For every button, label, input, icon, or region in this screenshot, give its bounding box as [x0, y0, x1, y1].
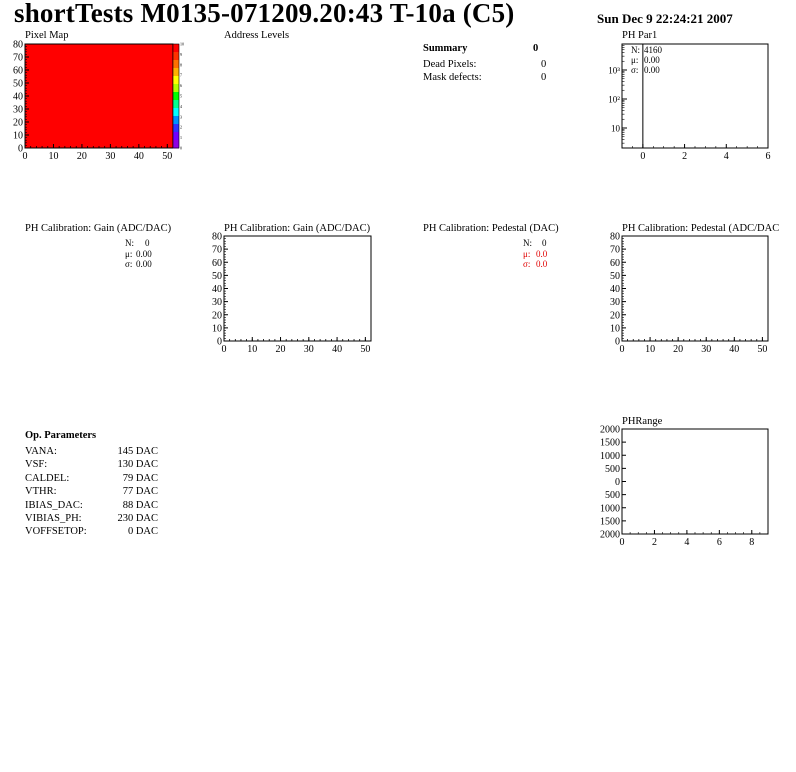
gain-map-y-tick-label: 0 [217, 336, 222, 348]
op-param-label: VTHR: [25, 486, 57, 498]
gain-map-x-tick-label: 50 [360, 344, 371, 355]
ph-range-y-tick-label: 2000 [600, 529, 620, 541]
pixel-map-x-tick-label: 0 [22, 151, 28, 162]
op-param-label: IBIAS_DAC: [25, 499, 83, 511]
colorbar-segment [173, 140, 179, 149]
colorbar-segment [173, 116, 179, 125]
pixel-map-x-tick-label: 40 [133, 151, 144, 162]
pedestal-map-x-tick-label: 40 [729, 344, 740, 355]
op-param-value: 77 DAC [122, 486, 158, 498]
op-param-label: VOFFSETOP: [25, 526, 87, 538]
colorbar-tick-label: 9 [180, 51, 182, 57]
pedestal-map-y-tick-label: 40 [610, 284, 620, 295]
pedestal-map-y-tick-label: 30 [610, 297, 620, 309]
colorbar-segment [173, 44, 179, 53]
op-param-label: VIBIAS_PH: [25, 513, 82, 524]
timestamp: Sun Dec 9 22:24:21 2007 [597, 11, 733, 26]
ph-range-y-tick-label: 0 [615, 477, 620, 488]
colorbar-segment [173, 68, 179, 77]
gain-map-y-tick-label: 40 [212, 284, 222, 295]
ph-range-y-tick-label: 2000 [600, 424, 620, 436]
ph-range-x-tick-label: 4 [684, 537, 690, 548]
ph-range-frame [622, 429, 768, 534]
op-param-label: CALDEL: [25, 472, 70, 484]
ph-range-y-tick-label: 500 [605, 490, 620, 502]
pixel-map-y-tick-label: 50 [13, 78, 23, 90]
ph-range-x-tick-label: 8 [749, 537, 755, 548]
op-param-value: 130 DAC [117, 459, 158, 471]
pedestal-map-y-tick-label: 80 [610, 231, 620, 243]
pedestal-map-frame [622, 236, 768, 341]
gain-map-y-tick-label: 70 [212, 244, 222, 256]
gain-map-y-tick-label: 30 [212, 297, 222, 309]
ph-range-x-tick-label: 6 [716, 537, 722, 548]
op-param-value: 145 DAC [117, 446, 158, 457]
colorbar-segment [173, 92, 179, 101]
gain-map-y-tick-label: 10 [212, 323, 222, 335]
colorbar-segment [173, 124, 179, 133]
pixel-map-y-tick-label: 70 [13, 52, 23, 64]
pedestal-map-y-tick-label: 0 [615, 336, 620, 348]
pedestal-map-title: PH Calibration: Pedestal (ADC/DAC [622, 223, 780, 234]
ph-par1-frame [622, 44, 768, 148]
gain-map-y-tick-label: 60 [212, 257, 222, 269]
ph-par1-y-tick-label: 10³ [608, 65, 620, 76]
gain-stat-sigma-value: 0.00 [136, 259, 152, 269]
pedestal-map-x-tick-label: 20 [673, 344, 684, 355]
page-title: shortTests M0135-071209.20:43 T-10a (C5) [14, 0, 515, 28]
mask-defects-label: Mask defects: [423, 72, 482, 83]
ph-par1-stat-n-label: N: [631, 45, 640, 55]
op-param-value: 88 DAC [122, 499, 158, 511]
colorbar-segment [173, 60, 179, 69]
pedestal-stat-n-value: 0 [542, 238, 547, 248]
gain-stats-title: PH Calibration: Gain (ADC/DAC) [25, 223, 172, 234]
op-param-label: VANA: [25, 446, 57, 457]
colorbar-tick-label: 3 [180, 114, 182, 120]
gain-map-frame [224, 236, 371, 341]
pedestal-map-y-tick-label: 20 [610, 310, 620, 322]
ph-par1-x-tick-label: 4 [723, 151, 729, 162]
ph-range-x-tick-label: 2 [651, 537, 657, 548]
summary-title: Summary [423, 43, 468, 54]
pedestal-stat-sigma-label: σ: [523, 259, 531, 269]
pixel-map-y-tick-label: 20 [13, 117, 23, 129]
mask-defects-value: 0 [541, 72, 547, 83]
ph-par1-x-tick-label: 6 [765, 151, 771, 162]
ph-range-title: PHRange [622, 416, 663, 427]
colorbar-segment [173, 100, 179, 109]
pedestal-map-x-tick-label: 50 [757, 344, 768, 355]
ph-par1-y-tick-label: 10² [608, 94, 620, 105]
colorbar-tick-label: 10 [180, 41, 184, 47]
ph-par1-stat-mean-value: 0.00 [644, 55, 660, 65]
pedestal-stat-n-label: N: [523, 238, 532, 248]
op-params-title: Op. Parameters [25, 430, 97, 441]
address-levels-title: Address Levels [224, 30, 290, 41]
gain-map-title: PH Calibration: Gain (ADC/DAC) [224, 223, 371, 234]
pedestal-stats-title: PH Calibration: Pedestal (DAC) [423, 223, 559, 234]
gain-map-y-tick-label: 80 [212, 231, 222, 243]
colorbar-tick-label: 4 [180, 103, 182, 109]
ph-par1-stat-sigma-label: σ: [631, 65, 639, 75]
ph-par1-stat-mean-label: μ: [631, 55, 639, 65]
pedestal-map-y-tick-label: 70 [610, 244, 620, 256]
gain-map-x-tick-label: 30 [303, 344, 314, 355]
colorbar-segment [173, 52, 179, 61]
dead-pixels-label: Dead Pixels: [423, 59, 477, 70]
ph-par1-x-tick-label: 2 [682, 151, 688, 162]
gain-stat-sigma-label: σ: [125, 259, 133, 269]
ph-range-y-tick-label: 1500 [600, 437, 620, 449]
pedestal-stat-mean-value: 0.0 [536, 249, 548, 259]
ph-range-y-tick-label: 500 [605, 463, 620, 475]
ph-range-y-tick-label: 1000 [600, 450, 620, 462]
pixel-map-y-tick-label: 60 [13, 65, 23, 77]
ph-range-x-tick-label: 0 [619, 537, 625, 548]
ph-par1-stat-n-value: 4160 [644, 45, 662, 55]
colorbar-tick-label: 0 [180, 145, 182, 151]
ph-par1-x-tick-label: 0 [640, 151, 646, 162]
gain-stat-n-value: 0 [145, 238, 150, 248]
ph-par1-title: PH Par1 [622, 30, 658, 41]
op-param-value: 79 DAC [122, 472, 158, 484]
colorbar-segment [173, 108, 179, 117]
gain-map-x-tick-label: 10 [247, 344, 258, 355]
colorbar-segment [173, 76, 179, 85]
colorbar-tick-label: 5 [180, 93, 182, 99]
pixel-map-y-tick-label: 80 [13, 39, 23, 51]
gain-stat-mean-value: 0.00 [136, 249, 152, 259]
pedestal-stat-sigma-value: 0.0 [536, 259, 548, 269]
pedestal-map-x-tick-label: 30 [701, 344, 712, 355]
pedestal-map-y-tick-label: 10 [610, 323, 620, 335]
ph-range-y-tick-label: 1000 [600, 503, 620, 515]
colorbar-segment [173, 132, 179, 141]
colorbar-tick-label: 7 [180, 72, 182, 78]
op-param-value: 0 DAC [127, 526, 158, 538]
ph-range-y-tick-label: 1500 [600, 516, 620, 528]
pixel-map-y-tick-label: 40 [13, 91, 23, 103]
colorbar-tick-label: 2 [180, 124, 182, 130]
pixel-map-y-tick-label: 0 [18, 143, 23, 155]
ph-par1-stat-sigma-value: 0.00 [644, 65, 660, 75]
pixel-map-x-tick-label: 20 [76, 151, 87, 162]
colorbar-tick-label: 6 [180, 83, 182, 89]
colorbar-tick-label: 8 [180, 62, 182, 68]
pedestal-stat-mean-label: μ: [523, 249, 531, 259]
gain-stat-n-label: N: [125, 238, 134, 248]
pixel-map-title: Pixel Map [25, 30, 69, 41]
pedestal-map-y-tick-label: 50 [610, 270, 620, 282]
pixel-map-fill [25, 44, 173, 148]
pixel-map-x-tick-label: 50 [162, 151, 173, 162]
pixel-map-x-tick-label: 10 [48, 151, 59, 162]
pedestal-map-x-tick-label: 0 [619, 344, 625, 355]
pedestal-map-x-tick-label: 10 [645, 344, 656, 355]
op-param-value: 230 DAC [117, 513, 158, 524]
gain-map-y-tick-label: 20 [212, 310, 222, 322]
gain-map-y-tick-label: 50 [212, 270, 222, 282]
pixel-map-y-tick-label: 10 [13, 130, 23, 142]
gain-stat-mean-label: μ: [125, 249, 133, 259]
dead-pixels-value: 0 [541, 59, 547, 70]
pixel-map-x-tick-label: 30 [105, 151, 116, 162]
gain-map-x-tick-label: 0 [221, 344, 227, 355]
gain-map-x-tick-label: 40 [332, 344, 343, 355]
ph-par1-y-tick-label: 10 [611, 123, 620, 134]
pedestal-map-y-tick-label: 60 [610, 257, 620, 269]
gain-map-x-tick-label: 20 [275, 344, 286, 355]
colorbar-tick-label: 1 [180, 135, 182, 141]
colorbar-segment [173, 84, 179, 93]
summary-title-value: 0 [533, 43, 539, 54]
pixel-map-y-tick-label: 30 [13, 104, 23, 116]
op-param-label: VSF: [25, 459, 48, 471]
